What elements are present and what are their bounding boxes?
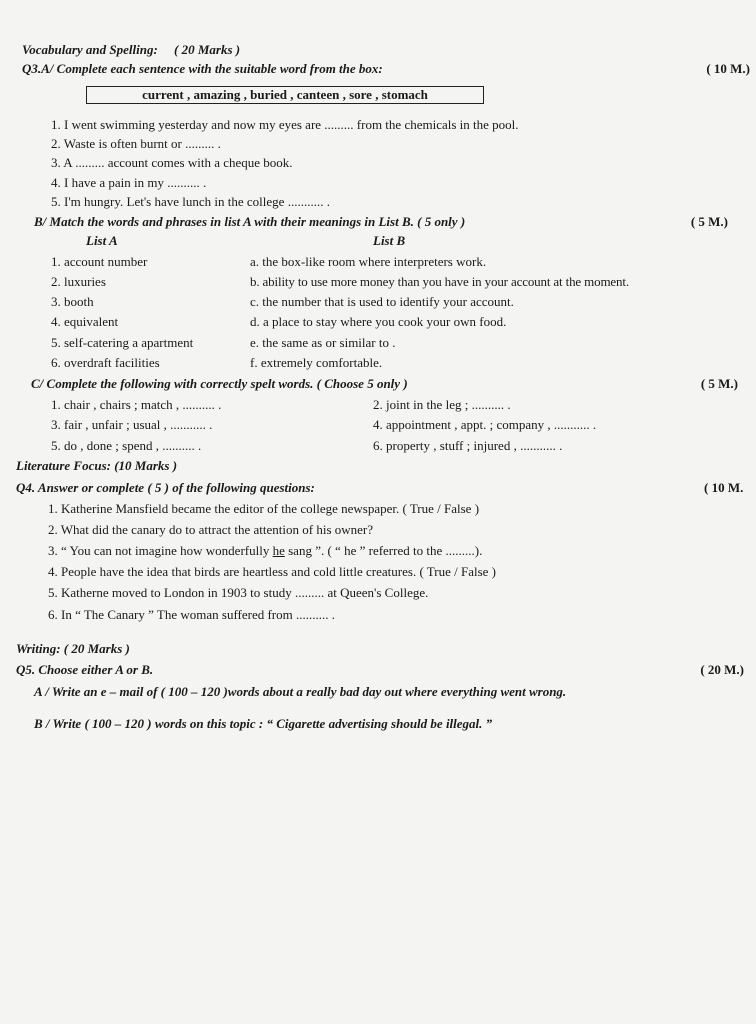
list-b-heading: List B (373, 233, 406, 248)
q4-item: 2. What did the canary do to attract the attention of his owner? (48, 522, 374, 537)
word-box: current , amazing , buried , canteen , sore , stomach (86, 86, 484, 104)
list-a-item: 6. overdraft facilities (51, 355, 160, 370)
q3b-marks: ( 5 M.) (690, 214, 728, 229)
q3a-item: 3. A ......... account comes with a cheque book. (51, 155, 293, 170)
list-a-item: 3. booth (51, 294, 94, 309)
q3c-item: 4. appointment , appt. ; company , ........... . (373, 417, 597, 432)
list-a-heading: List A (86, 233, 118, 248)
q5-title: Q5. Choose either A or B. (16, 662, 154, 677)
list-b-item: a. the box-like room where interpreters work. (250, 254, 487, 269)
vocab-heading: Vocabulary and Spelling: ( 20 Marks ) (22, 42, 241, 57)
q4-item: 4. People have the idea that birds are heartless and cold little creatures. ( True / False ) (48, 564, 496, 579)
q3c-item: 3. fair , unfair ; usual , ........... . (51, 417, 213, 432)
q3a-item: 2. Waste is often burnt or ......... . (51, 136, 221, 151)
list-b-item: b. ability to use more money than you have in your account at the moment. (250, 274, 629, 289)
literature-heading: Literature Focus: (10 Marks ) (16, 458, 178, 473)
list-a-item: 4. equivalent (51, 314, 119, 329)
list-a-item: 5. self-catering a apartment (51, 335, 194, 350)
q3c-item: 6. property , stuff ; injured , ........... . (373, 438, 563, 453)
q3c-marks: ( 5 M.) (700, 376, 738, 391)
q5-option-b: B / Write ( 100 – 120 ) words on this topic : “ Cigarette advertising should be illegal. ” (34, 716, 493, 731)
q3a-item: 5. I'm hungry. Let's have lunch in the college ........... . (51, 194, 330, 209)
q3a-item: 1. I went swimming yesterday and now my eyes are ......... from the chemicals in the pool. (51, 117, 519, 132)
q3a-item: 4. I have a pain in my .......... . (51, 175, 207, 190)
q3a-marks: ( 10 M.) (706, 61, 750, 76)
q3c-title: C/ Complete the following with correctly spelt words. ( Choose 5 only ) (31, 376, 408, 391)
q3b-title: B/ Match the words and phrases in list A with their meanings in List B. ( 5 only ) (34, 214, 466, 229)
q3c-item: 2. joint in the leg ; .......... . (373, 397, 511, 412)
q4-item: 1. Katherine Mansfield became the editor of the college newspaper. ( True / False ) (48, 501, 480, 516)
list-b-item: d. a place to stay where you cook your own food. (250, 314, 507, 329)
q4-item: 5. Katherne moved to London in 1903 to study ......... at Queen's College. (48, 585, 429, 600)
q3c-item: 1. chair , chairs ; match , .......... . (51, 397, 222, 412)
list-a-item: 1. account number (51, 254, 148, 269)
q3a-title: Q3.A/ Complete each sentence with the suitable word from the box: (22, 61, 383, 76)
list-b-item: f. extremely comfortable. (250, 355, 383, 370)
q4-item-3: 3. “ You can not imagine how wonderfully he sang ”. ( “ he ” referred to the .........). (48, 543, 483, 558)
list-b-item: e. the same as or similar to . (250, 335, 396, 350)
q5-marks: ( 20 M.) (700, 662, 744, 677)
list-a-item: 2. luxuries (51, 274, 106, 289)
q3c-item: 5. do , done ; spend , .......... . (51, 438, 202, 453)
q4-item: 6. In “ The Canary ” The woman suffered from .......... . (48, 607, 336, 622)
q4-marks: ( 10 M. (704, 480, 744, 495)
q5-option-a: A / Write an e – mail of ( 100 – 120 )words about a really bad day out where everything went wrong. (34, 684, 567, 699)
writing-heading: Writing: ( 20 Marks ) (16, 641, 130, 656)
q4-title: Q4. Answer or complete ( 5 ) of the following questions: (16, 480, 315, 495)
list-b-item: c. the number that is used to identify your account. (250, 294, 514, 309)
